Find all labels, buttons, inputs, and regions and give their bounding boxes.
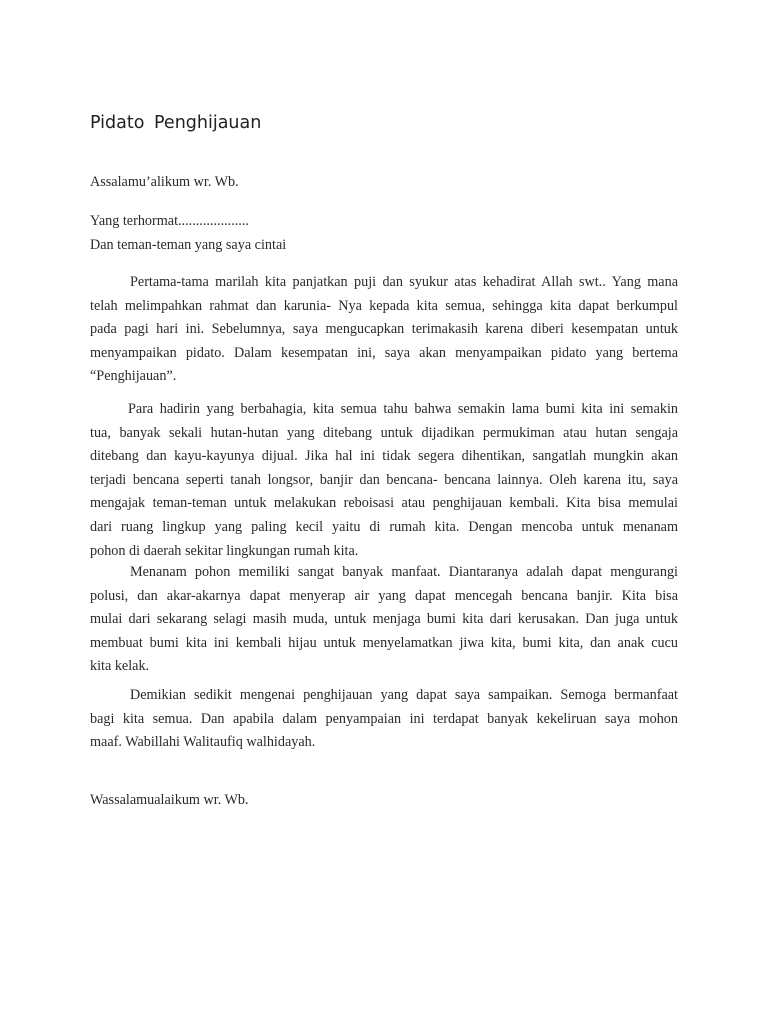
- paragraph-line: kita kelak.: [90, 658, 150, 675]
- paragraph-line: dari ruang lingkup yang paling kecil yaitu di rumah kita. Dengan mencoba untuk menanam: [90, 518, 678, 535]
- paragraph-line: terjadi bencana seperti tanah longsor, banjir dan bencana- bencana lainnya. Oleh karena itu, saya: [90, 471, 678, 488]
- paragraph-line: polusi, dan akar-akarnya dapat menyerap air yang dapat mencegah bencana banjir. Kita bisa: [90, 587, 678, 604]
- paragraph-reforestation: [90, 398, 678, 563]
- paragraph-benefits: [90, 561, 678, 679]
- paragraph-line: mulai dari sekarang selagi masih muda, untuk menjaga bumi kita dari kerusakan. Dan juga untuk: [90, 611, 678, 628]
- paragraph-line: “Penghijauan”.: [90, 368, 177, 385]
- paragraph-line: pada pagi hari ini. Sebelumnya, saya mengucapkan terimakasih karena diberi kesempatan untuk: [90, 321, 678, 338]
- paragraph-line: maaf. Wabillahi Walitaufiq walhidayah.: [90, 734, 316, 751]
- paragraph-line: Para hadirin yang berbahagia, kita semua tahu bahwa semakin lama bumi kita ini semakin: [128, 401, 678, 417]
- paragraph-line: bagi kita semua. Dan apabila dalam penyampaian ini terdapat banyak kekeliruan saya mohon: [90, 710, 678, 727]
- document-title: Pidato Penghijauan: [90, 113, 262, 133]
- paragraph-line: menyampaikan pidato. Dalam kesempatan ini, saya akan menyampaikan pidato yang bertema: [90, 344, 678, 361]
- paragraph-line: tua, banyak sekali hutan-hutan yang ditebang untuk dijadikan permukiman atau hutan sengaja: [90, 424, 678, 441]
- paragraph-opening: [90, 271, 678, 389]
- address-line: Yang terhormat....................: [90, 213, 249, 229]
- paragraph-closing: [90, 684, 678, 755]
- address-block: [90, 210, 678, 257]
- closing-salutation: Wassalamualaikum wr. Wb.: [90, 792, 249, 808]
- paragraph-line: Pertama-tama marilah kita panjatkan puji dan syukur atas kehadirat Allah swt.. Yang mana: [130, 274, 678, 290]
- address-line: Dan teman-teman yang saya cintai: [90, 236, 287, 253]
- paragraph-line: Menanam pohon memiliki sangat banyak manfaat. Diantaranya adalah dapat mengurangi: [130, 564, 678, 580]
- paragraph-line: pohon di daerah sekitar lingkungan rumah kita.: [90, 542, 359, 559]
- paragraph-line: Demikian sedikit mengenai penghijauan yang dapat saya sampaikan. Semoga bermanfaat: [130, 687, 678, 703]
- paragraph-line: ditebang dan kayu-kayunya dijual. Jika hal ini tidak segera dihentikan, sangatlah mungkin akan: [90, 448, 678, 465]
- paragraph-line: telah melimpahkan rahmat dan karunia- Nya kepada kita semua, sehingga kita dapat berkumpul: [90, 297, 678, 314]
- paragraph-line: mengajak teman-teman untuk melakukan reboisasi atau penghijauan kembali. Kita bisa memulai: [90, 495, 678, 512]
- paragraph-line: membuat bumi kita ini kembali hijau untuk menyelamatkan jiwa kita, bumi kita, dan anak cucu: [90, 634, 678, 651]
- greeting: Assalamu’alikum wr. Wb.: [90, 174, 239, 190]
